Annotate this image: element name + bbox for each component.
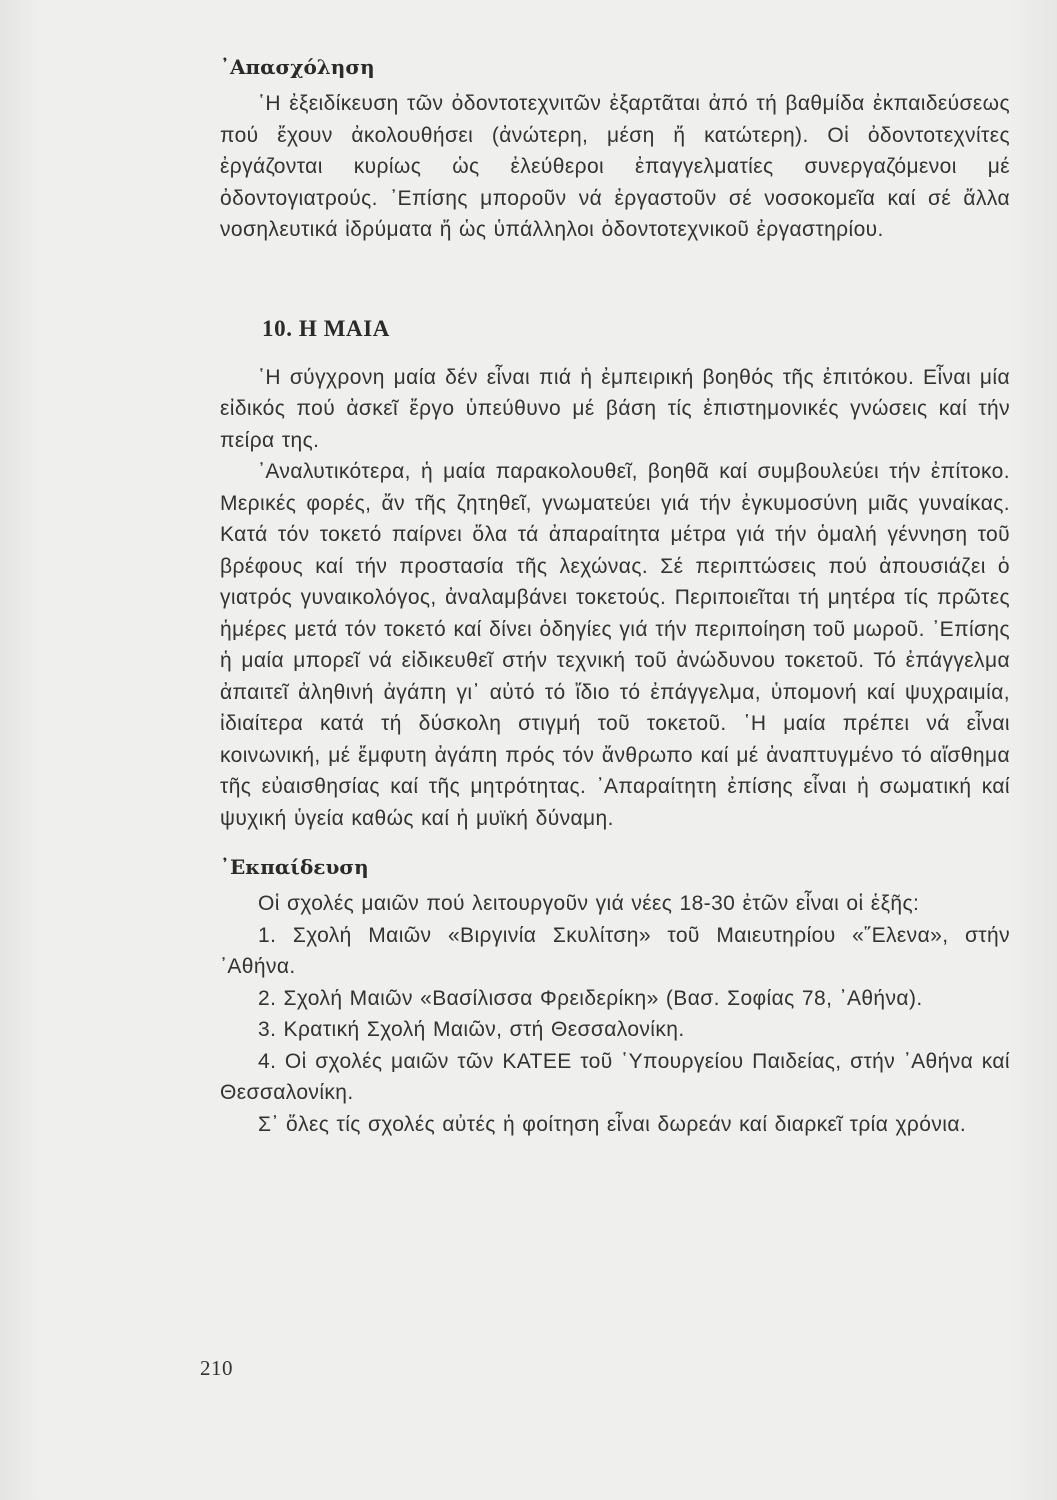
- school-item-2: 2. Σχολή Μαιῶν «Βασίλισσα Φρειδερίκη» (Βασ. Σοφίας 78, ᾿Αθήνα).: [258, 986, 923, 1010]
- school-item-3: 3. Κρατική Σχολή Μαιῶν, στή Θεσσαλονίκη.: [258, 1018, 685, 1041]
- education-intro: Οἱ σχολές μαιῶν πού λειτουργοῦν γιά νέες 18-30 ἐτῶν εἶναι οἱ ἑξῆς:: [258, 892, 920, 915]
- midwife-section-title: 10. Η ΜΑΙΑ: [262, 315, 391, 341]
- spacer: [220, 344, 1010, 362]
- occupation-paragraph: ῾Η ἐξειδίκευση τῶν ὀδοντοτεχνιτῶν ἐξαρτᾶται ἀπό τή βαθμίδα ἐκπαιδεύσεως πού ἔχουν ἀκολουθήσει (ἀνώτερη, μέση ἤ κατώτερη). Οἱ ὀδοντοτεχνίτες ἐργάζονται κυρίως ὡς ἐλεύθεροι ἐπαγγελματίες συνεργαζόμενοι μέ ὀδοντογιατρούς. ᾿Επίσης μποροῦν νά ἐργαστοῦν σέ νοσοκομεῖα καί σέ ἄλλα νοσηλευτικά ἱδρύματα ἤ ὡς ὑπάλληλοι ὀδοντοτεχνικοῦ ἐργαστηρίου.: [220, 92, 1010, 241]
- occupation-heading: ᾿Απασχόληση: [220, 55, 375, 79]
- spacer: [220, 834, 1010, 852]
- page-content: [220, 52, 1010, 1140]
- school-item-4: 4. Οἱ σχολές μαιῶν τῶν ΚΑΤΕΕ τοῦ ῾Υπουργείου Παιδείας, στήν ᾿Αθήνα καί Θεσσαλονίκη.: [220, 1049, 1010, 1104]
- page-number: 210: [200, 1356, 233, 1380]
- school-item-1: 1. Σχολή Μαιῶν «Βιργινία Σκυλίτση» τοῦ Μαιευτηρίου «῞Ελενα», στήν ᾿Αθήνα.: [220, 923, 1010, 978]
- education-heading: ᾿Εκπαίδευση: [220, 855, 369, 879]
- spacer: [220, 246, 1010, 314]
- midwife-paragraph-2: ᾿Αναλυτικότερα, ἡ μαία παρακολουθεῖ, βοηθᾶ καί συμβουλεύει τήν ἐπίτοκο. Μερικές φορές, ἄν τῆς ζητηθεῖ, γνωματεύει γιά τήν ἐγκυμοσύνη μιᾶς γυναίκας. Κατά τόν τοκετό παίρνει ὅλα τά ἀπαραίτητα μέτρα γιά τήν ὁμαλή γέννηση τοῦ βρέφους καί τήν προστασία τῆς λεχώνας. Σέ περιπτώσεις πού ἀπουσιάζει ὁ γιατρός γυναικολόγος, ἀναλαμβάνει τοκετούς. Περιποιεῖται τή μητέρα τίς πρῶτες ἡμέρες μετά τόν τοκετό καί δίνει ὁδηγίες γιά τήν περιποίηση τοῦ μωροῦ. ᾿Επίσης ἡ μαία μπορεῖ νά εἰδικευθεῖ στήν τεχνική τοῦ ἀνώδυνου τοκετοῦ. Τό ἐπάγγελμα ἀπαιτεῖ ἀληθινή ἀγάπη γι᾿ αὐτό τό ἴδιο τό ἐπάγγελμα, ὑπομονή καί ψυχραιμία, ἰδιαίτερα κατά τή δύσκολη στιγμή τοῦ τοκετοῦ. ῾Η μαία πρέπει νά εἶναι κοινωνική, μέ ἔμφυτη ἀγάπη πρός τόν ἄνθρωπο καί μέ ἀναπτυγμένο τό αἴσθημα τῆς εὐαισθησίας καί τῆς μητρότητας. ᾿Απαραίτητη ἐπίσης εἶναι ἡ σωματική καί ψυχική ὑγεία καθώς καί ἡ μυϊκή δύναμη.: [220, 460, 1010, 830]
- midwife-paragraph-1: ῾Η σύγχρονη μαία δέν εἶναι πιά ἡ ἐμπειρική βοηθός τῆς ἐπιτόκου. Εἶναι μία εἰδικός πού ἀσκεῖ ἔργο ὑπεύθυνο μέ βάση τίς ἐπιστημονικές γνώσεις καί τήν πείρα της.: [220, 365, 1010, 452]
- education-closing: Σ᾿ ὅλες τίς σχολές αὐτές ἡ φοίτηση εἶναι δωρεάν καί διαρκεῖ τρία χρόνια.: [258, 1112, 967, 1136]
